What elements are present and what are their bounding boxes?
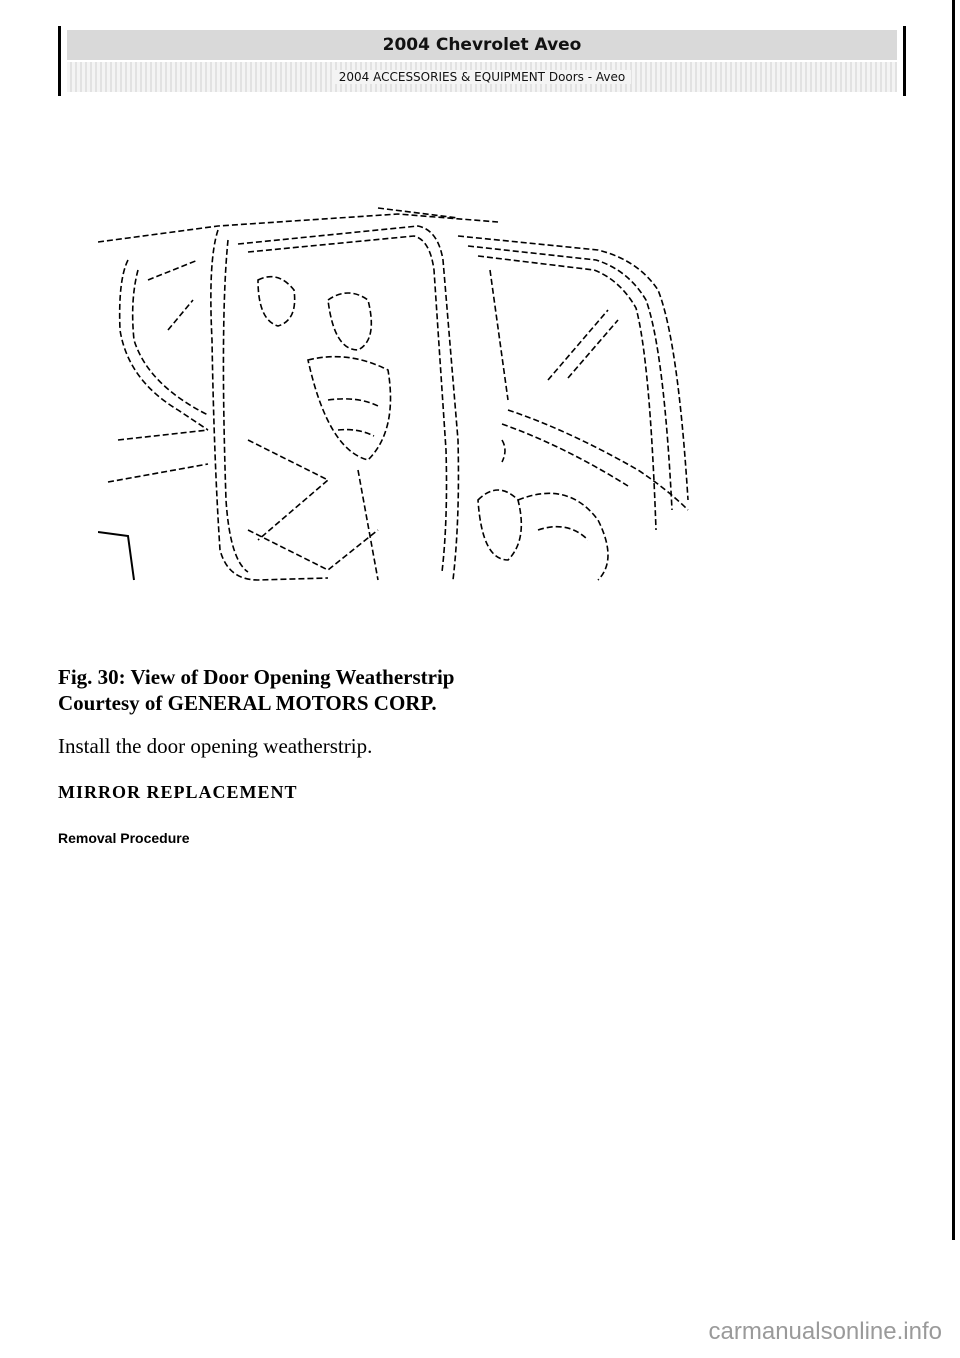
page-right-border — [952, 0, 955, 1240]
caption-title: Fig. 30: View of Door Opening Weatherstrip — [58, 665, 455, 689]
subsection-heading: Removal Procedure — [58, 830, 190, 846]
caption-credit: Courtesy of GENERAL MOTORS CORP. — [58, 691, 437, 715]
page-header — [58, 26, 906, 96]
header-subtitle-band — [67, 62, 897, 92]
document-subtitle: 2004 ACCESSORIES & EQUIPMENT Doors - Aveo — [333, 70, 631, 84]
section-heading: MIRROR REPLACEMENT — [58, 782, 298, 802]
instruction-text: Install the door opening weatherstrip. — [58, 734, 373, 758]
figure-caption — [58, 664, 658, 716]
header-title-band — [67, 30, 897, 60]
door-weatherstrip-illustration — [98, 200, 710, 590]
footer-watermark: carmanualsonline.info — [708, 1318, 942, 1345]
document-title: 2004 Chevrolet Aveo — [382, 35, 582, 55]
